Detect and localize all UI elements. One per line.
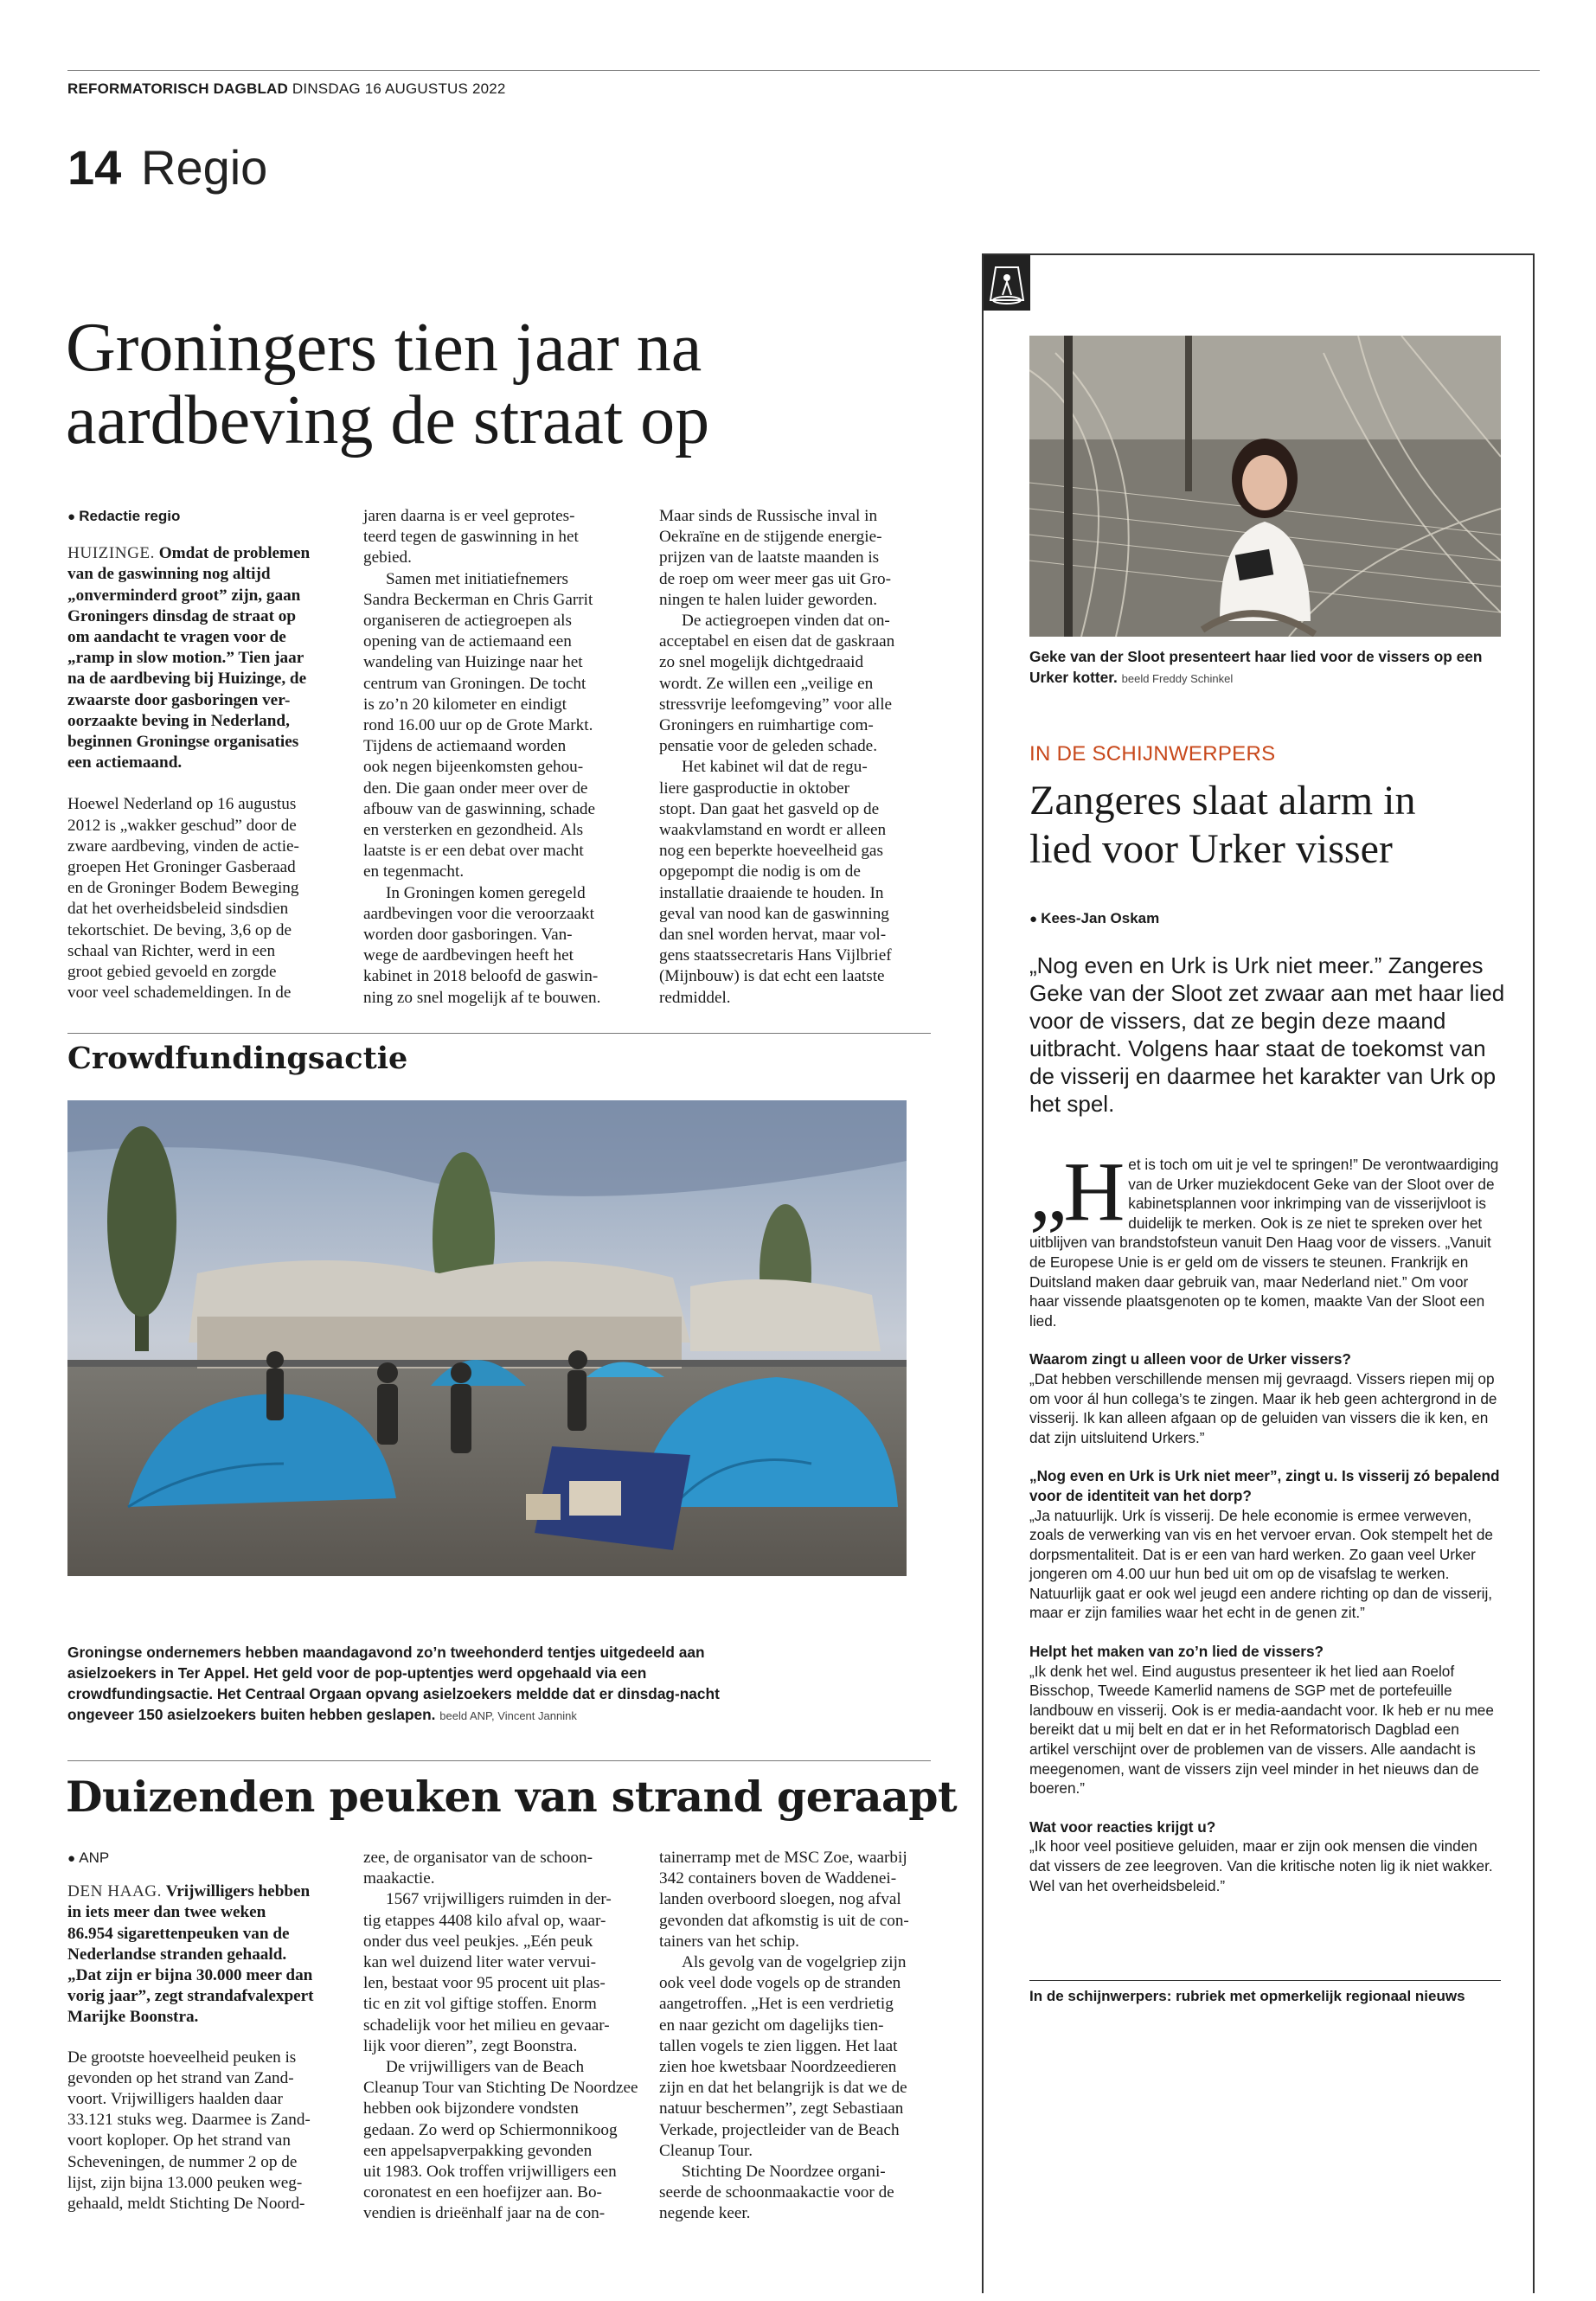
text-line: groepen Het Groninger Gasberaad (67, 858, 296, 877)
masthead (67, 80, 506, 98)
text-line: ning zo snel mogelijk af te bouwen. (363, 988, 601, 1007)
sidebar-byline: ● Kees-Jan Oskam (1029, 910, 1159, 927)
text-line: en tegenmacht. (363, 862, 465, 881)
rubric-footnote: In de schijnwerpers: rubriek met opmerkelijk regionaal nieuws (1029, 1988, 1465, 2004)
text-line: voort koploper. Op het strand van (67, 2131, 291, 2150)
text-line: onder dus veel peukjes. „Eén peuk (363, 1932, 593, 1951)
article2-headline[interactable]: Duizenden peuken van strand geraapt (66, 1772, 958, 1822)
spotlight-icon (984, 255, 1030, 311)
text-line: stressvrije leefomgeving” voor alle (659, 695, 893, 714)
text-line: lijk voor dieren”, zegt Boonstra. (363, 2036, 578, 2055)
article1-byline: ● Redactie regio (67, 506, 336, 528)
text-line: aardbevingen voor die veroorzaakt (363, 904, 594, 923)
text-line: tainers van het schip. (659, 1932, 799, 1951)
text-line: voor veel schademeldingen. In de (67, 984, 292, 1003)
text-line: „Dat zijn er bijna 30.000 meer dan (67, 1966, 313, 1985)
article2-column-3 (659, 1848, 940, 2225)
text-line: zien hoe kwetsbaar Noordzeedieren (659, 2058, 897, 2077)
text-line: Samen met initiatiefnemers (386, 569, 568, 588)
text-line: waakvlamstand en wordt er alleen (659, 821, 887, 840)
tents-photo-image (67, 1100, 907, 1576)
text-line: landen overboord sloegen, nog afval (659, 1890, 901, 1909)
text-line: In Groningen komen geregeld (386, 883, 586, 902)
text-line: en versterken en gezondheid. Als (363, 821, 584, 840)
text-line: Sandra Beckerman en Chris Garrit (363, 590, 593, 609)
text-line: coronatest en een hoefijzer aan. Bo- (363, 2183, 602, 2202)
text-line: een appelsapverpakking gevonden (363, 2141, 593, 2160)
text-line: den. Die gaan onder meer over de (363, 779, 588, 798)
text-line: en de Groninger Bodem Beweging (67, 879, 299, 898)
text-line: organiseren de actiegroepen als (363, 612, 572, 631)
top-rule (67, 70, 1540, 71)
text-line: natuur beschermen”, zegt Sebastiaan (659, 2099, 904, 2118)
text-line: 86.954 sigarettenpeuken van de (67, 1924, 290, 1943)
text-line: Scheveningen, de nummer 2 op de (67, 2152, 298, 2171)
text-line: hebben ook bijzondere vondsten (363, 2099, 579, 2118)
text-line: voort. Vrijwilligers haalden daar (67, 2090, 283, 2109)
photo-caption (67, 1642, 785, 1727)
text-line: centrum van Groningen. De tocht (363, 674, 586, 693)
photo-credit: beeld Freddy Schinkel (1121, 672, 1234, 685)
article1-headline[interactable] (66, 311, 931, 457)
text-line: beginnen Groningse organisaties (67, 733, 299, 752)
text-line: redmiddel. (659, 988, 731, 1007)
sidebar-first-paragraph (1029, 1145, 1501, 1330)
text-line: om aandacht te vragen voor de (67, 628, 286, 647)
text-line: tainerramp met de MSC Zoe, waarbij (659, 1849, 907, 1867)
text-line: wordt. Ze willen een „veilige en (659, 674, 874, 693)
singer-photo[interactable] (1029, 336, 1501, 637)
rubric-kicker: IN DE SCHIJNWERPERS (1029, 742, 1276, 766)
text-line: De grootste hoeveelheid peuken is (67, 2048, 297, 2067)
text-line: Nederlandse stranden gehaald. (67, 1945, 287, 1964)
photo-caption (1029, 646, 1501, 689)
section-title: Regio (141, 140, 268, 195)
paper-name: REFORMATORISCH DAGBLAD (67, 80, 288, 97)
text-line: geval van nood kan de gaswinning (659, 904, 889, 923)
text-line: nog een beperkte hoeveelheid gas (659, 842, 883, 861)
text-line: „ramp in slow motion.” Tien jaar (67, 649, 304, 668)
text-line: worden door gasboringen. Van- (363, 926, 573, 945)
text-line: dan snel worden hervat, maar vol- (659, 926, 887, 945)
interview-question: Helpt het maken van zo’n lied de vissers? (1029, 1643, 1324, 1661)
text-line: stopt. Dan gaat het gasveld op de (659, 799, 880, 818)
text-line: de roep om weer meer gas uit Gro- (659, 569, 891, 588)
sidebar-body (1029, 1145, 1501, 1895)
page-number: 14 (67, 140, 122, 195)
sidebar-headline[interactable] (1029, 777, 1522, 874)
text-line: gevonden dat afkomstig is uit de con- (659, 1911, 909, 1930)
text-line: zee, de organisator van de schoon- (363, 1849, 593, 1867)
text-line: pensatie voor de geleden schade. (659, 737, 877, 756)
text-line: liere gasproductie in oktober (659, 779, 850, 798)
paragraph-text: et is toch om uit je vel te springen!” De verontwaardiging van de Urker muziekdocent Geke van der Sloot over de kabinetsplannen voor inkrimping van de visserijvloot is duidelijk te merken. Ook is ze niet te spreken over het uitblijven van brandstofsteun vanuit Den Haag voor de vissers. „Vanuit de Europese Unie is er geld om de vissers te steunen. Frankrijk en Duitsland maken daar gebruik van, maar Nederland niet.” Om voor haar vissende plaatsgenoten op te komen, maakte Van der Sloot een lied. (1029, 1156, 1499, 1330)
divider (1029, 1980, 1501, 1981)
text-line: installatie draaiende te houden. In (659, 883, 884, 902)
divider (67, 1760, 931, 1761)
tents-photo[interactable] (67, 1100, 907, 1576)
text-line: een actiemaand. (67, 753, 183, 772)
text-line: vorig jaar”, zegt strandafvalexpert (67, 1987, 314, 2006)
interview-answer: „Ja natuurlijk. Urk ís visserij. De hele economie is ermee verweven, zoals de verwerking van vis en het vervoer ervan. Ook stempelt het de dorpsmentaliteit. Dat is er een van hard werken. Zo gaan veel Urker jongeren om 4.00 uur hun bed uit om op de visafslag te werken. Natuurlijk gaat er ook wel jeugd een andere richting op dan de visserij, maar er zijn families waar het echt in de genen zit.” (1029, 1506, 1493, 1622)
text-line: aangetroffen. „Het is een verdrietig (659, 1995, 894, 2014)
text-line: zwaarste door gasboringen ver- (67, 690, 291, 709)
text-line: Marijke Boonstra. (67, 2008, 199, 2027)
article2-column-2 (363, 1848, 644, 2225)
interview-answer: „Ik denk het wel. Eind augustus presenteer ik het lied aan Roelof Bisschop, Tweede Kamerlid namens de SGP met de portefeuille landbouw en visserij. Ook is er media-aandacht voor. Ik heb er nu mee bereikt dat u mij belt en dat er in het Reformatorisch Dagblad een artikel verschijnt over de problemen van de vissers. Alle aandacht is meegenomen, want de vissers zijn veel minder in het nieuws dan de boeren.” (1029, 1662, 1494, 1798)
text-line: Als gevolg van de vogelgriep zijn (682, 1953, 907, 1972)
text-line: groot gebied gevoeld en zorgde (67, 963, 277, 982)
caption-text: Groningse ondernemers hebben maandagavond zo’n tweehonderd tentjes uitgedeeld aan asielzoekers in Ter Appel. Het geld voor de pop-uptentjes werd opgehaald via een crowdfundingsactie. Het Centraal Orgaan opvang asielzoekers meldde dat er dinsdag-nacht ongeveer 150 asielzoekers buiten hebben geslapen. (67, 1644, 720, 1723)
text-line: lijst, zijn bijna 13.000 peuken weg- (67, 2173, 303, 2192)
text-line: (Mijnbouw) is dat echt een laatste (659, 967, 885, 986)
lead-text (67, 544, 310, 772)
text-line: laatste is er een debat over macht (363, 842, 584, 861)
text-line: wege de aardbevingen heeft het (363, 946, 574, 965)
text-line: De actiegroepen vinden dat on- (682, 612, 890, 631)
text-line: in iets meer dan twee weken (67, 1903, 266, 1922)
text-line: van de gaswinning nog altijd (67, 565, 271, 584)
text-line: wandeling van Huizinge naar het (363, 653, 583, 672)
text-line: 2012 is „wakker geschud” door de (67, 816, 297, 835)
caption-text: Geke van der Sloot presenteert haar lied voor de vissers op een Urker kotter. (1029, 648, 1483, 686)
text-line: 1567 vrijwilligers ruimden in der- (386, 1890, 612, 1909)
interview-answer: „Dat hebben verschillende mensen mij gevraagd. Vissers riepen mij op om voor ál hun collega’s te zingen. Maar ik heb geen achtergrond in de visserij. Ik kan alleen afgaan op de geluiden van vissers die ik ken, en dat zijn uitsluitend Urkers.” (1029, 1369, 1497, 1446)
text-line: gens staatssecretaris Hans Vijlbrief (659, 946, 892, 965)
interview-question: „Nog even en Urk is Urk niet meer”, zingt u. Is visserij zó bepalend voor de identiteit van het dorp? (1029, 1467, 1500, 1504)
text-line: gehaald, meldt Stichting De Noord- (67, 2195, 305, 2214)
sidebar-intro: „Nog even en Urk is Urk niet meer.” Zangeres Geke van der Sloot zet zwaar aan met haar lied voor de vissers, dat ze begin deze maand uitbracht. Volgens haar staat de toekomst van de visserij en daarmee het karakter van Urk op het spel. (1029, 952, 1505, 1117)
text-line: Maar sinds de Russische inval in (659, 507, 878, 525)
text-line: Cleanup Tour van Stichting De Noordzee (363, 2079, 638, 2098)
text-line: zo snel mogelijk dichtgedraaid (659, 653, 864, 672)
text-line: zware aardbeving, vinden de actie- (67, 836, 299, 856)
article1-column-3 (659, 506, 936, 1009)
article1-lead (67, 543, 336, 773)
text-line: gevonden op het strand van Zand- (67, 2068, 294, 2087)
text-line: tig etappes 4408 kilo afval op, waar- (363, 1911, 606, 1930)
divider (67, 1033, 931, 1034)
headline-line: aardbeving de straat op (66, 382, 710, 458)
text-line: zijn en dat het belangrijk is dat we de (659, 2079, 907, 2098)
text-line: Vrijwilligers hebben (165, 1882, 311, 1901)
text-line: Hoewel Nederland op 16 augustus (67, 795, 297, 814)
text-line: Groningers en ruimhartige com- (659, 716, 874, 735)
text-line: Het kabinet wil dat de regu- (682, 758, 868, 777)
text-line: kan wel duizend liter water vervui- (363, 1953, 597, 1972)
article2-column-1 (67, 1848, 340, 2214)
text-line: Oekraïne en de stijgende energie- (659, 528, 882, 547)
singer-photo-image (1029, 336, 1501, 637)
interview-question: Wat voor reacties krijgt u? (1029, 1817, 1216, 1836)
text-line: prijzen van de laatste maanden is (659, 548, 880, 567)
text-line: na de aardbeving bij Huizinge, de (67, 670, 307, 689)
text-line: Stichting De Noordzee organi- (682, 2163, 886, 2182)
body-text (67, 794, 336, 1003)
text-line: uit 1983. Ook troffen vrijwilligers een (363, 2163, 617, 2182)
issue-date: DINSDAG 16 AUGUSTUS 2022 (292, 80, 506, 97)
text-line: 33.121 stuks weg. Daarmee is Zand- (67, 2111, 311, 2130)
article2-lead (67, 1881, 340, 2028)
text-line: vendien is drieënhalf jaar na de con- (363, 2204, 606, 2223)
text-line: Cleanup Tour. (659, 2141, 753, 2160)
text-line: De vrijwilligers van de Beach (386, 2058, 585, 2077)
headline-line: Groningers tien jaar na (66, 310, 702, 386)
text-line: afbouw van de gaswinning, schade (363, 799, 596, 818)
text-line: ningen te halen luider geworden. (659, 590, 878, 609)
text-line: tekortschiet. De beving, 3,6 op de (67, 920, 292, 939)
qa-list (1029, 1349, 1501, 1895)
text-line: oorzaakte beving in Nederland, (67, 711, 290, 730)
text-line: opgepompt die nodig is om de (659, 862, 861, 881)
dropcap: „H (1029, 1145, 1122, 1239)
text-line: „onverminderd groot” zijn, gaan (67, 586, 301, 605)
article1-column-2 (363, 506, 640, 1009)
text-line: ook negen bijeenkomsten gehou- (363, 758, 584, 777)
crowdfunding-subhead: Crowdfundingsactie (67, 1041, 408, 1076)
text-line: Groningers dinsdag de straat op (67, 606, 297, 625)
text-line: negende keer. (659, 2204, 751, 2223)
text-line: rond 16.00 uur op de Grote Markt. (363, 716, 593, 735)
text-line: seerde de schoonmaakactie voor de (659, 2183, 894, 2202)
interview-answer: „Ik hoor veel positieve geluiden, maar er zijn ook mensen die vinden dat vissers de zee leegroven. Van die kritische noten lig ik niet wakker. Wel van het overheidsbeleid.” (1029, 1837, 1493, 1894)
article1-column-1 (67, 506, 336, 1003)
headline-line: lied voor Urker visser (1029, 826, 1393, 872)
text-line: schadelijk voor het milieu en gevaar- (363, 2016, 610, 2035)
body-text (67, 2048, 340, 2215)
text-line: gebied. (363, 548, 412, 567)
text-line: schaal van Richter, werd in een (67, 941, 276, 960)
text-line: gedaan. Zo werd op Schiermonnikoog (363, 2120, 618, 2139)
text-line: 342 containers boven de Waddenei- (659, 1869, 897, 1888)
text-line: maakactie. (363, 1869, 435, 1888)
lead-text (67, 1882, 314, 2026)
text-line: teerd tegen de gaswinning in het (363, 528, 579, 547)
text-line: jaren daarna is er veel geprotes- (363, 507, 575, 525)
text-line: acceptabel en eisen dat de gaskraan (659, 632, 895, 651)
text-line: ook veel dode vogels op de stranden (659, 1974, 901, 1993)
dateline: DEN HAAG. (67, 1882, 162, 1901)
interview-question: Waarom zingt u alleen voor de Urker vissers? (1029, 1350, 1351, 1368)
text-line: dat het overheidsbeleid sindsdien (67, 900, 289, 919)
text-line: len, bestaat voor 95 procent uit plas- (363, 1974, 606, 1993)
text-line: kabinet in 2018 beloofd de gaswin- (363, 967, 599, 986)
article2-byline: ● ANP (67, 1848, 340, 1869)
headline-line: Zangeres slaat alarm in (1029, 778, 1416, 824)
text-line: opening van de actiemaand een (363, 632, 572, 651)
text-line: is zo’n 20 kilometer en eindigt (363, 695, 567, 714)
text-line: tic en zit vol giftige stoffen. Enorm (363, 1995, 597, 2014)
text-line: Verkade, projectleider van de Beach (659, 2120, 900, 2139)
photo-credit: beeld ANP, Vincent Jannink (439, 1709, 577, 1722)
text-line: en naar gezicht om dagelijks tien- (659, 2016, 884, 2035)
text-line: Tijdens de actiemaand worden (363, 737, 567, 756)
dateline: HUIZINGE. (67, 544, 155, 563)
text-line: tallen vogels te zien liggen. Het laat (659, 2036, 898, 2055)
text-line: Omdat de problemen (158, 544, 311, 563)
